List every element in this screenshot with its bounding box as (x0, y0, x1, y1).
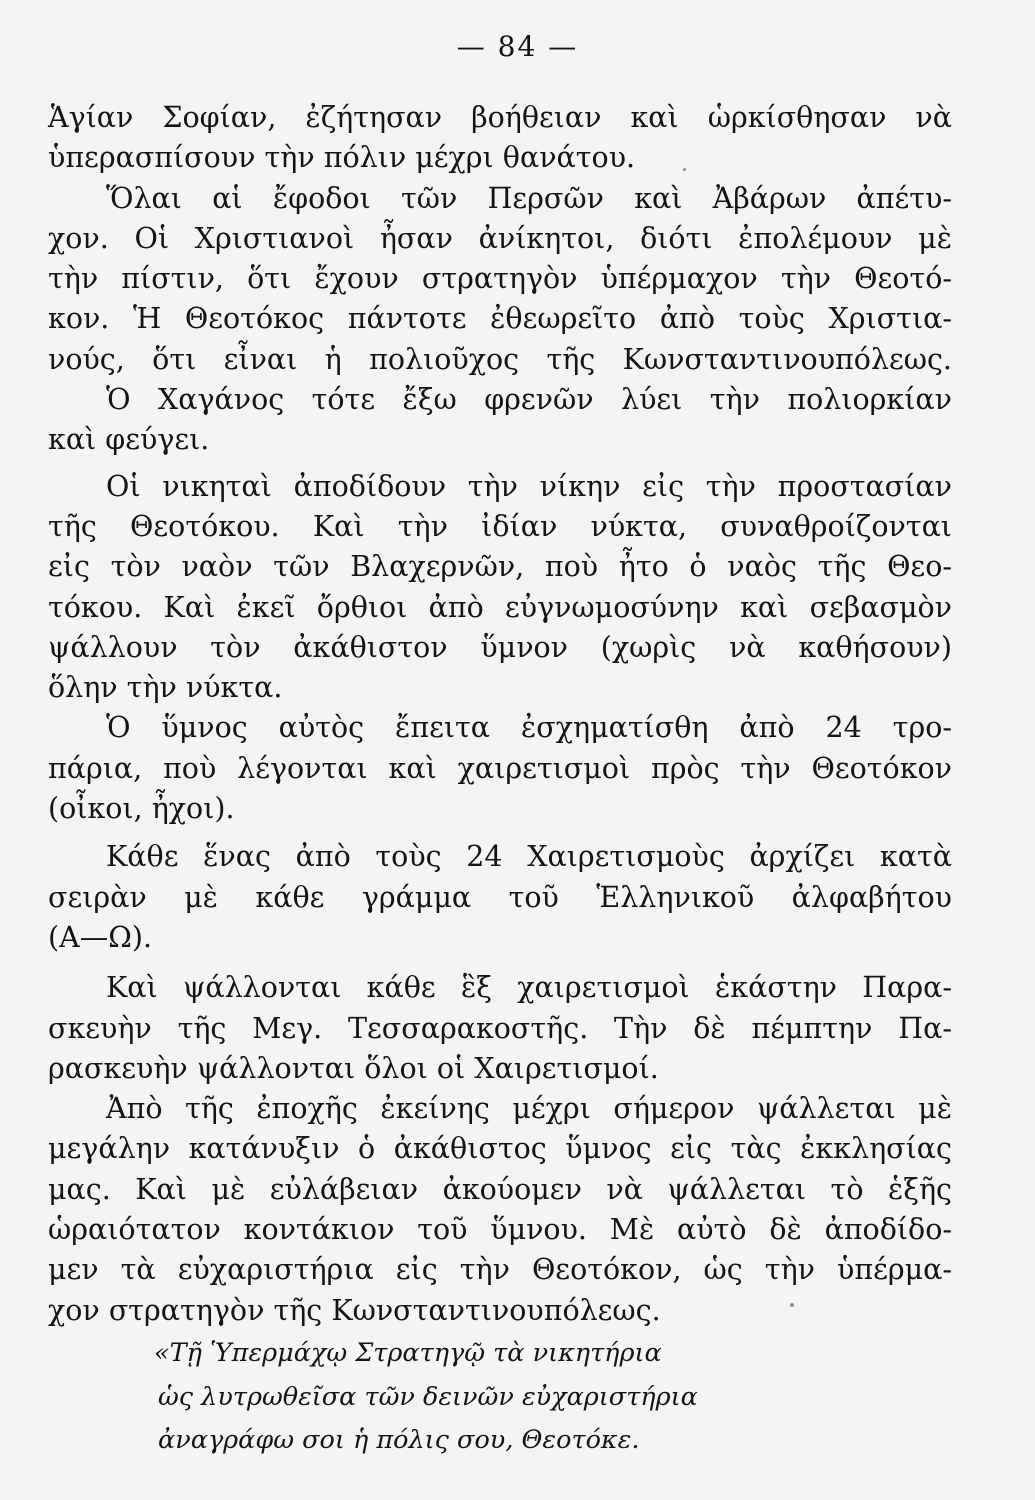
text-line: (Α—Ω). (48, 920, 153, 954)
paper-speck (683, 168, 686, 171)
text-line: σειρὰν μὲ κάθε γράμμα τοῦ Ἑλληνικοῦ ἀλφαβήτου (48, 880, 952, 914)
text-line: ρασκευὴν ψάλλονται ὅλοι οἱ Χαιρετισμοί. (48, 1051, 659, 1085)
quote-line: «Τῇ Ὑπερμάχῳ Στρατηγῷ τὰ νικητήρια (154, 1338, 662, 1368)
text-line: πάρια, ποὺ λέγονται καὶ χαιρετισμοὶ πρὸς τὴν Θεοτόκον (48, 751, 952, 785)
text-line: ὡραιότατον κοντάκιον τοῦ ὕμνου. Μὲ αὐτὸ δὲ ἀποδίδο- (48, 1213, 952, 1247)
text-line: τῆς Θεοτόκου. Καὶ τὴν ἰδίαν νύκτα, συναθροίζονται (48, 509, 952, 543)
text-line: εἰς τὸν ναὸν τῶν Βλαχερνῶν, ποὺ ἦτο ὁ ναὸς τῆς Θεο- (48, 550, 952, 584)
text-line: χον στρατηγὸν τῆς Κωνσταντινουπόλεως. (48, 1293, 661, 1327)
page-number: — 84 — (456, 30, 579, 63)
text-line: ὅλην τὴν νύκτα. (48, 671, 283, 705)
text-line: χον. Οἱ Χριστιανοὶ ἦσαν ἀνίκητοι, διότι ἐπολέμουν μὲ (48, 221, 952, 255)
text-line: ὑπερασπίσουν τὴν πόλιν μέχρι θανάτου. (48, 141, 636, 175)
paper-speck (790, 1303, 794, 1307)
quote-line: ἀναγράφω σοι ἡ πόλις σου, Θεοτόκε. (158, 1425, 640, 1455)
text-line: νούς, ὅτι εἶναι ἡ πολιοῦχος τῆς Κωνσταντινουπόλεως. (48, 342, 952, 376)
paragraph-first-line: Καὶ ψάλλονται κάθε ἓξ χαιρετισμοὶ ἑκάστην Παρα- (106, 971, 952, 1005)
text-line: κον. Ἡ Θεοτόκος πάντοτε ἐθεωρεῖτο ἀπὸ τοὺς Χριστια- (48, 302, 952, 336)
text-line: καὶ φεύγει. (48, 423, 210, 457)
text-line: (οἶκοι, ἦχοι). (48, 792, 235, 826)
text-line: σκευὴν τῆς Μεγ. Τεσσαρακοστῆς. Τὴν δὲ πέμπτην Πα- (48, 1011, 952, 1045)
paragraph-first-line: Ὁ Χαγάνος τότε ἔξω φρενῶν λύει τὴν πολιορκίαν (106, 383, 952, 417)
body-text (48, 98, 952, 1331)
quote-line: ὡς λυτρωθεῖσα τῶν δεινῶν εὐχαριστήρια (158, 1381, 698, 1412)
paragraph-first-line: Ὅλαι αἱ ἔφοδοι τῶν Περσῶν καὶ Ἀβάρων ἀπέτυ- (106, 181, 952, 215)
paragraph-first-line: Κάθε ἕνας ἀπὸ τοὺς 24 Χαιρετισμοὺς ἀρχίζει κατὰ (106, 840, 952, 874)
text-line: μεν τὰ εὐχαριστήρια εἰς τὴν Θεοτόκον, ὡς τὴν ὑπέρμα- (48, 1253, 952, 1287)
paragraph-first-line: Οἱ νικηταὶ ἀποδίδουν τὴν νίκην εἰς τὴν προστασίαν (106, 469, 952, 503)
text-line: μεγάλην κατάνυξιν ὁ ἀκάθιστος ὕμνος εἰς τὰς ἐκκλησίας (48, 1132, 952, 1166)
text-line: μας. Καὶ μὲ εὐλάβειαν ἀκούομεν νὰ ψάλλεται τὸ ἑξῆς (48, 1172, 952, 1206)
text-line: ψάλλουν τὸν ἀκάθιστον ὕμνον (χωρὶς νὰ καθήσουν) (48, 630, 952, 664)
text-line: Ἁγίαν Σοφίαν, ἐζήτησαν βοήθειαν καὶ ὡρκίσθησαν νὰ (48, 101, 952, 134)
paragraph-first-line: Ἀπὸ τῆς ἐποχῆς ἐκείνης μέχρι σήμερον ψάλλεται μὲ (106, 1092, 952, 1126)
text-line: τὴν πίστιν, ὅτι ἔχουν στρατηγὸν ὑπέρμαχον τὴν Θεοτό- (48, 262, 952, 296)
paragraph-first-line: Ὁ ὕμνος αὐτὸς ἔπειτα ἐσχηματίσθη ἀπὸ 24 τρο- (106, 711, 952, 745)
text-line: τόκου. Καὶ ἐκεῖ ὄρθιοι ἀπὸ εὐγνωμοσύνην καὶ σεβασμὸν (48, 590, 952, 624)
kontakion-quote (154, 1332, 698, 1463)
